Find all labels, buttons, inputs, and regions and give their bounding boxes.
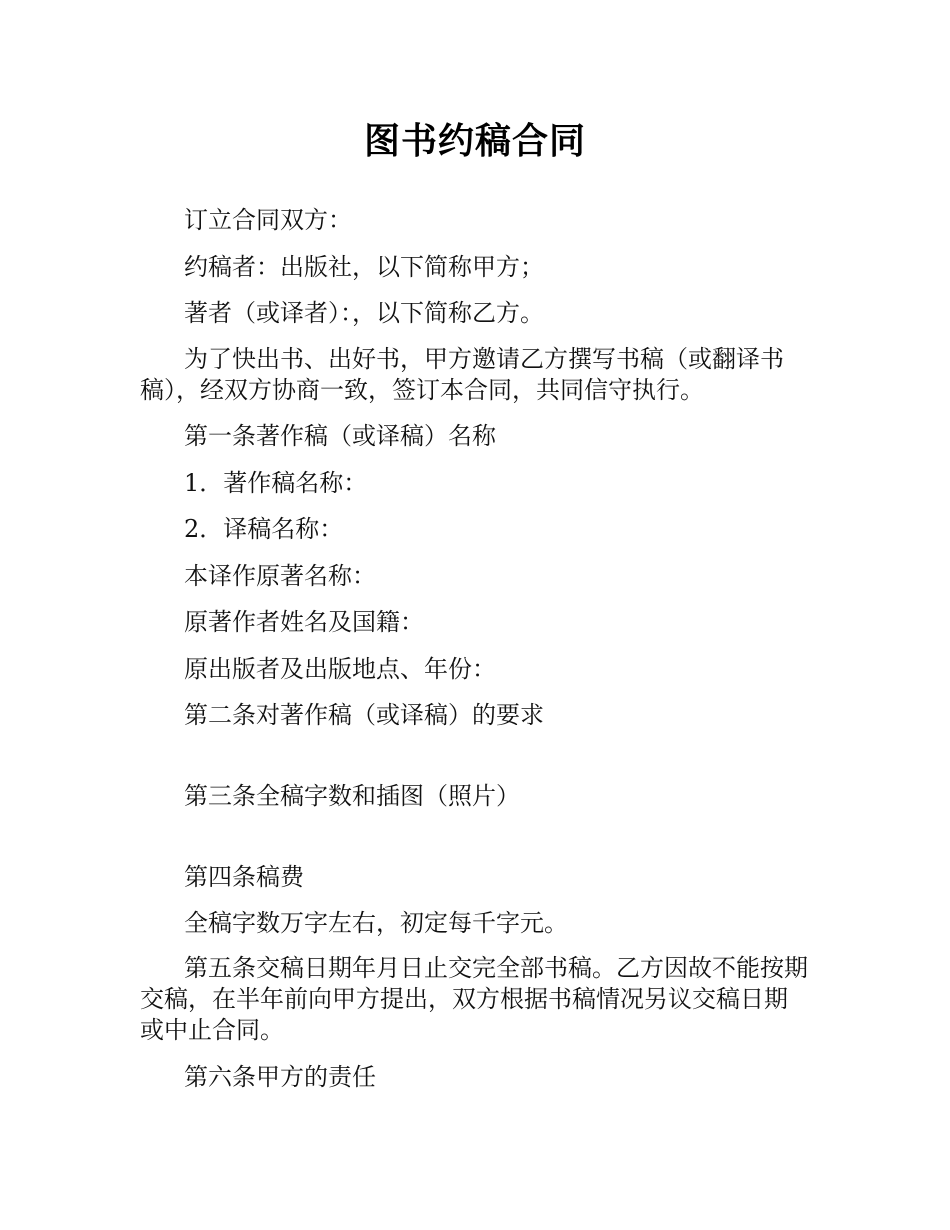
paragraph-preamble: 为了快出书、出好书，甲方邀请乙方撰写书稿（或翻译书稿），经双方协商一致，签订本合同，共同信守执行。	[140, 345, 784, 404]
article-1-original-title: 本译作原著名称：	[184, 562, 376, 590]
paragraph-party-b: 著者（或译者）：，以下简称乙方。	[184, 299, 544, 327]
article-1-heading: 第一条著作稿（或译稿）名称	[184, 422, 496, 450]
article-5-text: 第五条交稿日期年月日止交完全部书稿。乙方因故不能按期交稿，在半年前向甲方提出，双方根据书稿情况另议交稿日期或中止合同。	[140, 954, 808, 1044]
document-body	[140, 200, 810, 1089]
paragraph-party-a: 约稿者：出版社，以下简称甲方；	[184, 253, 544, 281]
article-6-heading: 第六条甲方的责任	[184, 1063, 376, 1091]
article-2-heading: 第二条对著作稿（或译稿）的要求	[184, 701, 544, 729]
article-3-heading: 第三条全稿字数和插图（照片）	[184, 782, 520, 810]
document-title: 图书约稿合同	[363, 121, 586, 162]
article-4-heading: 第四条稿费	[184, 863, 304, 891]
article-1-item-1: 1．著作稿名称：	[184, 469, 368, 497]
article-1-item-2: 2．译稿名称：	[184, 515, 344, 543]
paragraph-parties: 订立合同双方：	[184, 206, 352, 234]
article-1-original-author: 原著作者姓名及国籍：	[184, 608, 424, 636]
article-4-fee-text: 全稿字数万字左右，初定每千字元。	[184, 909, 568, 937]
article-1-original-publisher: 原出版者及出版地点、年份：	[184, 655, 496, 683]
